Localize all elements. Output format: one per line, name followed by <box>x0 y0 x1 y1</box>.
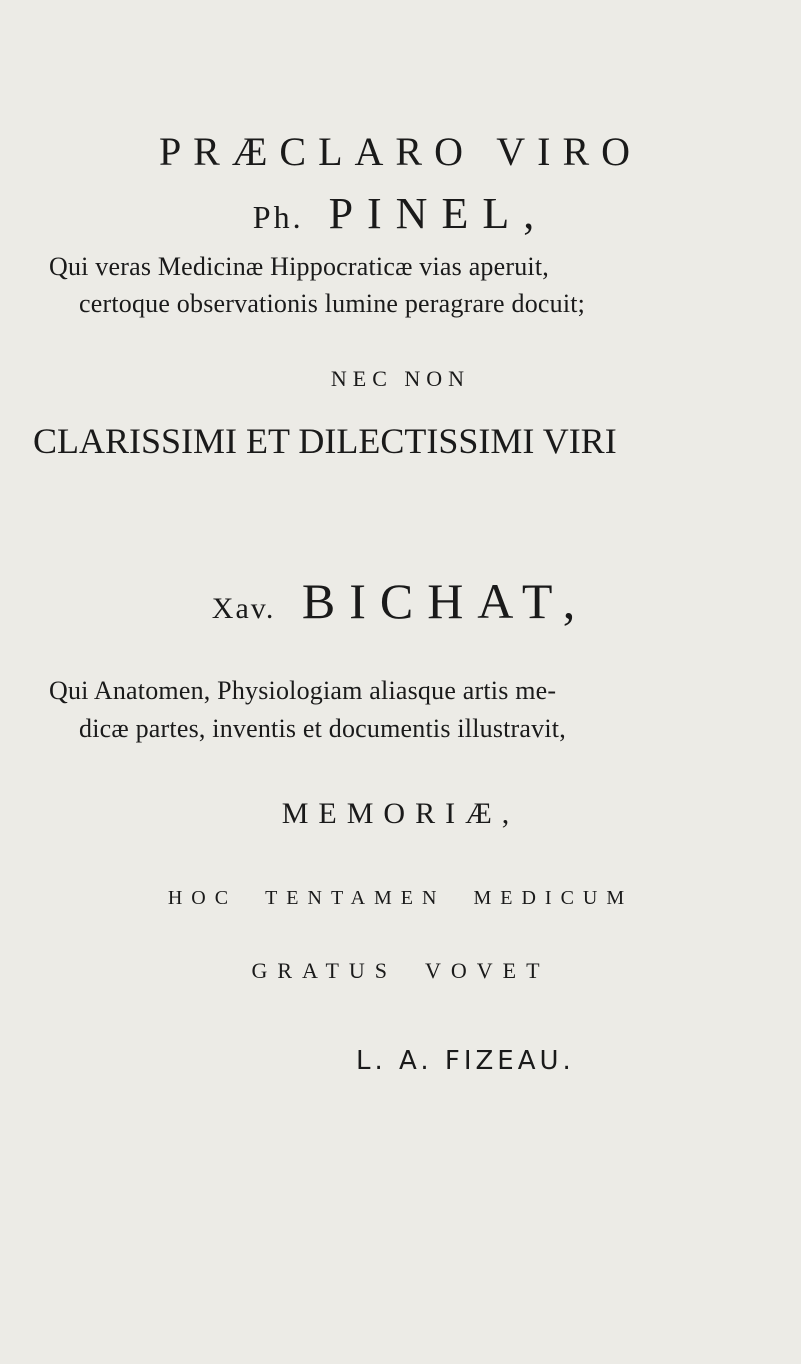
dedication-text-line-4: dicæ partes, inventis et documentis illustravit, <box>79 714 566 743</box>
tentamen-word: TENTAMEN <box>265 887 446 909</box>
dedication-title: PRÆCLARO VIRO <box>158 129 643 174</box>
name-prefix-ph: Ph. <box>252 199 304 235</box>
dedication-text-line-1: Qui veras Medicinæ Hippocraticæ vias aperuit, <box>49 252 549 281</box>
gratus-vovet-line <box>0 958 801 984</box>
name-bichat: BICHAT, <box>301 573 590 629</box>
author-signature: L. A. FIZEAU. <box>356 1046 575 1076</box>
vovet-word: VOVET <box>425 958 550 983</box>
hoc-word: HOC <box>167 887 238 909</box>
dedicatee-name-pinel <box>0 188 801 239</box>
gratus-word: GRATUS <box>251 958 398 983</box>
hoc-tentamen-line <box>0 887 801 910</box>
name-pinel: PINEL, <box>328 189 549 238</box>
heading-clarissimi: CLARISSIMI ET DILECTISSIMI VIRI <box>33 421 617 461</box>
connector-nec-non: NEC NON <box>330 366 471 391</box>
memoriae-line: MEMORIÆ, <box>281 797 520 830</box>
dedication-text-line-2: certoque observationis lumine peragrare docuit; <box>79 289 586 318</box>
name-prefix-xav: Xav. <box>211 592 276 625</box>
medicum-word: MEDICUM <box>473 887 634 909</box>
dedicatee-name-bichat <box>0 572 801 630</box>
dedication-text-line-3: Qui Anatomen, Physiologiam aliasque artis me- <box>49 676 557 705</box>
